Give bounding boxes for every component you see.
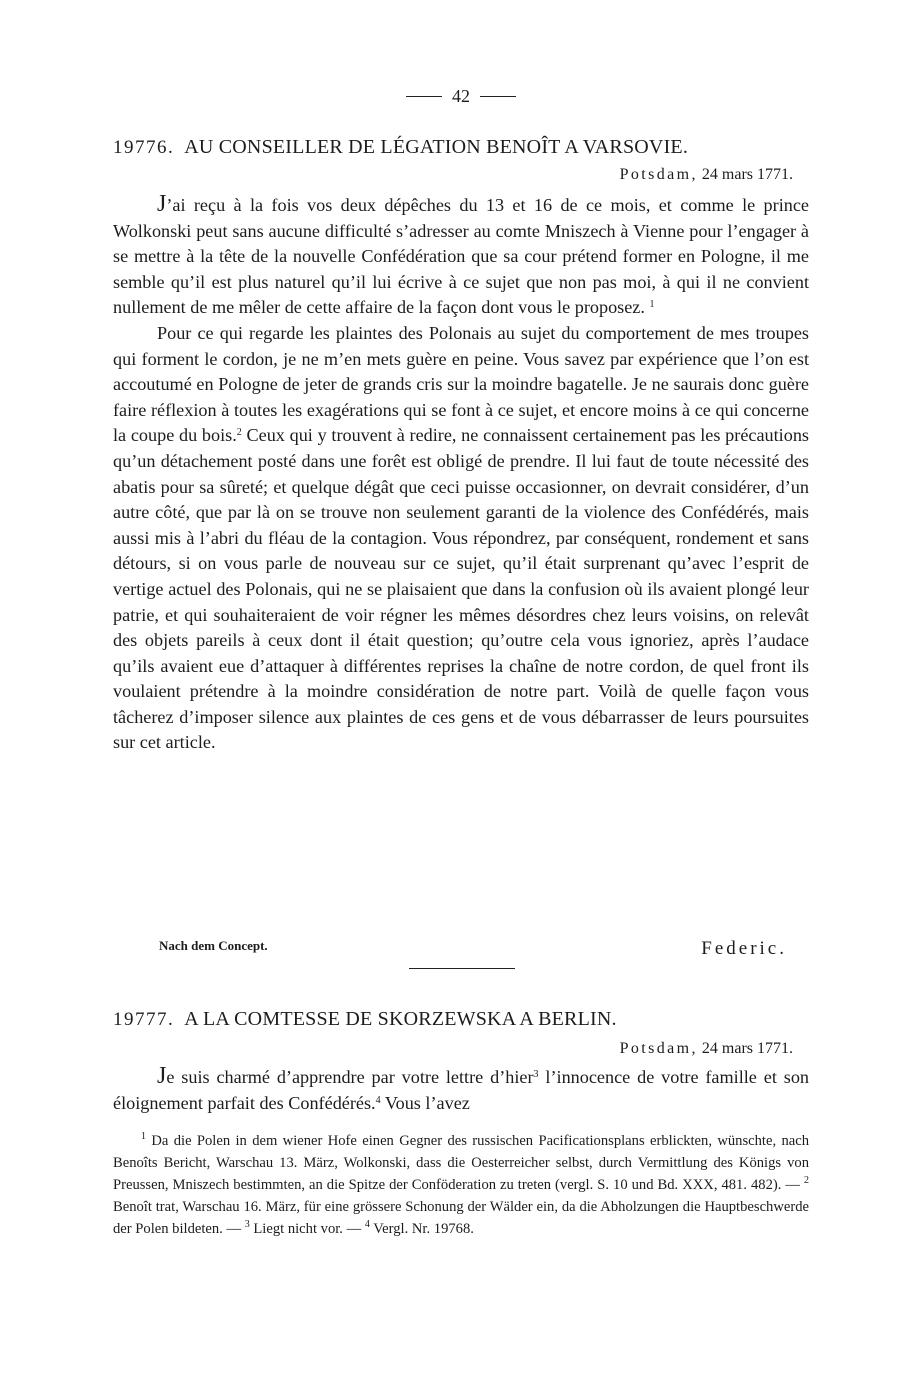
paragraph (113, 1064, 809, 1116)
letter-title: A LA COMTESSE DE SKORZEWSKA A BERLIN. (184, 1008, 617, 1030)
paragraph-text: Pour ce qui regarde les plaintes des Polonais au sujet du comportement de mes troupes qui forment le cordon, je ne m’en mets guère en peine. Vous savez par expérience que l’on est accoutumé en Pologne de jeter de grands cris sur la moindre bagatelle. Je ne saurais donc guère faire réflexion à toutes les exagérations qui se font à ce sujet, et encore moins à ce qui concerne la coupe du bois. (113, 322, 809, 446)
signature: Federic. (701, 938, 787, 959)
paragraph-text: e suis charmé d’apprendre par votre lettre d’hier (166, 1067, 534, 1087)
paragraph (113, 321, 809, 756)
page-header (113, 86, 809, 107)
letter-body (113, 1064, 809, 1116)
letter-heading (113, 1008, 809, 1031)
footnote-marker: 3 (533, 1069, 539, 1080)
footnote-number: 4 (364, 1219, 370, 1230)
footnote-number: 3 (244, 1219, 250, 1230)
paragraph (113, 192, 809, 321)
header-dash-right (480, 96, 516, 97)
paragraph-text: Ceux qui y trouvent à redire, ne connaissent certainement pas les précautions qu’un détachement posté dans une forêt est obligé de prendre. Il lui faut de toute nécessité des abatis pour sa sûreté; et quelque dégât que ceci puisse occasionner, on devrait considérer, d’un autre côté, que par là on se trouve non seulement garanti de la violence des Confédérés, mais aussi mis à l’abri du fléau de la contagion. Vous répondrez, par conséquent, rondement et sans détours, si on vous parle de nouveau sur ce sujet, qu’il était surprenant qu’avec l’esprit de vertige actuel des Polonais, qui ne se plaisaient que dans la confusion où ils avaient plongé leur patrie, et qui souhaiteraient de voir régner les mêmes désordres chez leurs voisins, on relevât des objets pareils à ceux dont il était question; qu’outre cela vous ignoriez, après l’audace qu’ils avaient eue d’attaquer à différentes reprises la chaîne de notre cordon, de quel front ils voulaient prétendre à la moindre considération de notre part. Voilà de quelle façon vous tâcherez d’imposer silence aux plaintes de ces gens et de vous débarrasser de leurs poursuites sur cet article. (113, 425, 810, 753)
page-number: 42 (452, 86, 470, 106)
paragraph-text: l’innocence de votre famille et son éloignement parfait des Confédérés. (113, 1067, 810, 1113)
section-divider (409, 968, 515, 969)
footnote-text: Da die Polen in dem wiener Hofe einen Gegner des russischen Pacificationsplans erblickten, wünschte, nach Benoîts Bericht, Warschau 13. März, Wolkonski, dass die Oesterreicher selbst, durch Vermittlung des Königs von Preussen, Mniszech bestimmten, an die Spitze der Conföderation zu treten (vergl. S. 10 und Bd. XXX, 481. 482). — (113, 1133, 809, 1193)
letter-date: 24 mars 1771. (701, 166, 793, 183)
footnote-marker: 2 (236, 427, 242, 439)
place-date-line (620, 166, 793, 184)
letter-heading (113, 136, 809, 159)
letter-place: Potsdam, (619, 166, 698, 183)
footnote-block (113, 1130, 809, 1240)
footnote-marker: 4 (375, 1094, 381, 1106)
source-note: Nach dem Concept. (159, 938, 268, 953)
footnote-number: 1 (141, 1131, 146, 1142)
letter-place: Potsdam, (619, 1040, 698, 1057)
footnote-number: 2 (804, 1175, 809, 1186)
drop-cap: J (157, 1063, 167, 1089)
letter-date: 24 mars 1771. (701, 1040, 793, 1057)
place-date-line (620, 1040, 793, 1058)
header-dash-left (406, 96, 442, 97)
letter-number: 19776. (113, 137, 175, 158)
letter-body (113, 192, 809, 756)
drop-cap: J (157, 191, 167, 217)
footnote-text: Benoît trat, Warschau 16. März, für eine grössere Schonung der Wälder ein, da die Abholzungen die Hauptbeschwerde der Polen bildeten. — (113, 1199, 809, 1237)
footnote-marker: 1 (649, 299, 655, 311)
footnote-text: Liegt nicht vor. — (249, 1221, 365, 1237)
footnotes (113, 1130, 809, 1240)
letter-title: AU CONSEILLER DE LÉGATION BENOÎT A VARSOVIE. (184, 136, 689, 158)
paragraph-text: ’ai reçu à la fois vos deux dépêches du 13 et 16 de ce mois, et comme le prince Wolkonski peut sans aucune difficulté s’adresser au comte Mniszech à Vienne pour l’engager à se mettre à la tête de la nouvelle Confédération que sa cour prétend former en Pologne, il me semble qu’il est plus naturel qu’il lui écrive à ce sujet que non pas moi, à qui il ne convient nullement de me mêler de cette affaire de la façon dont vous le proposez. (113, 195, 809, 318)
paragraph-text: Vous l’avez (380, 1092, 470, 1113)
letter-number: 19777. (113, 1009, 175, 1030)
footnote-text: Vergl. Nr. 19768. (369, 1221, 474, 1237)
